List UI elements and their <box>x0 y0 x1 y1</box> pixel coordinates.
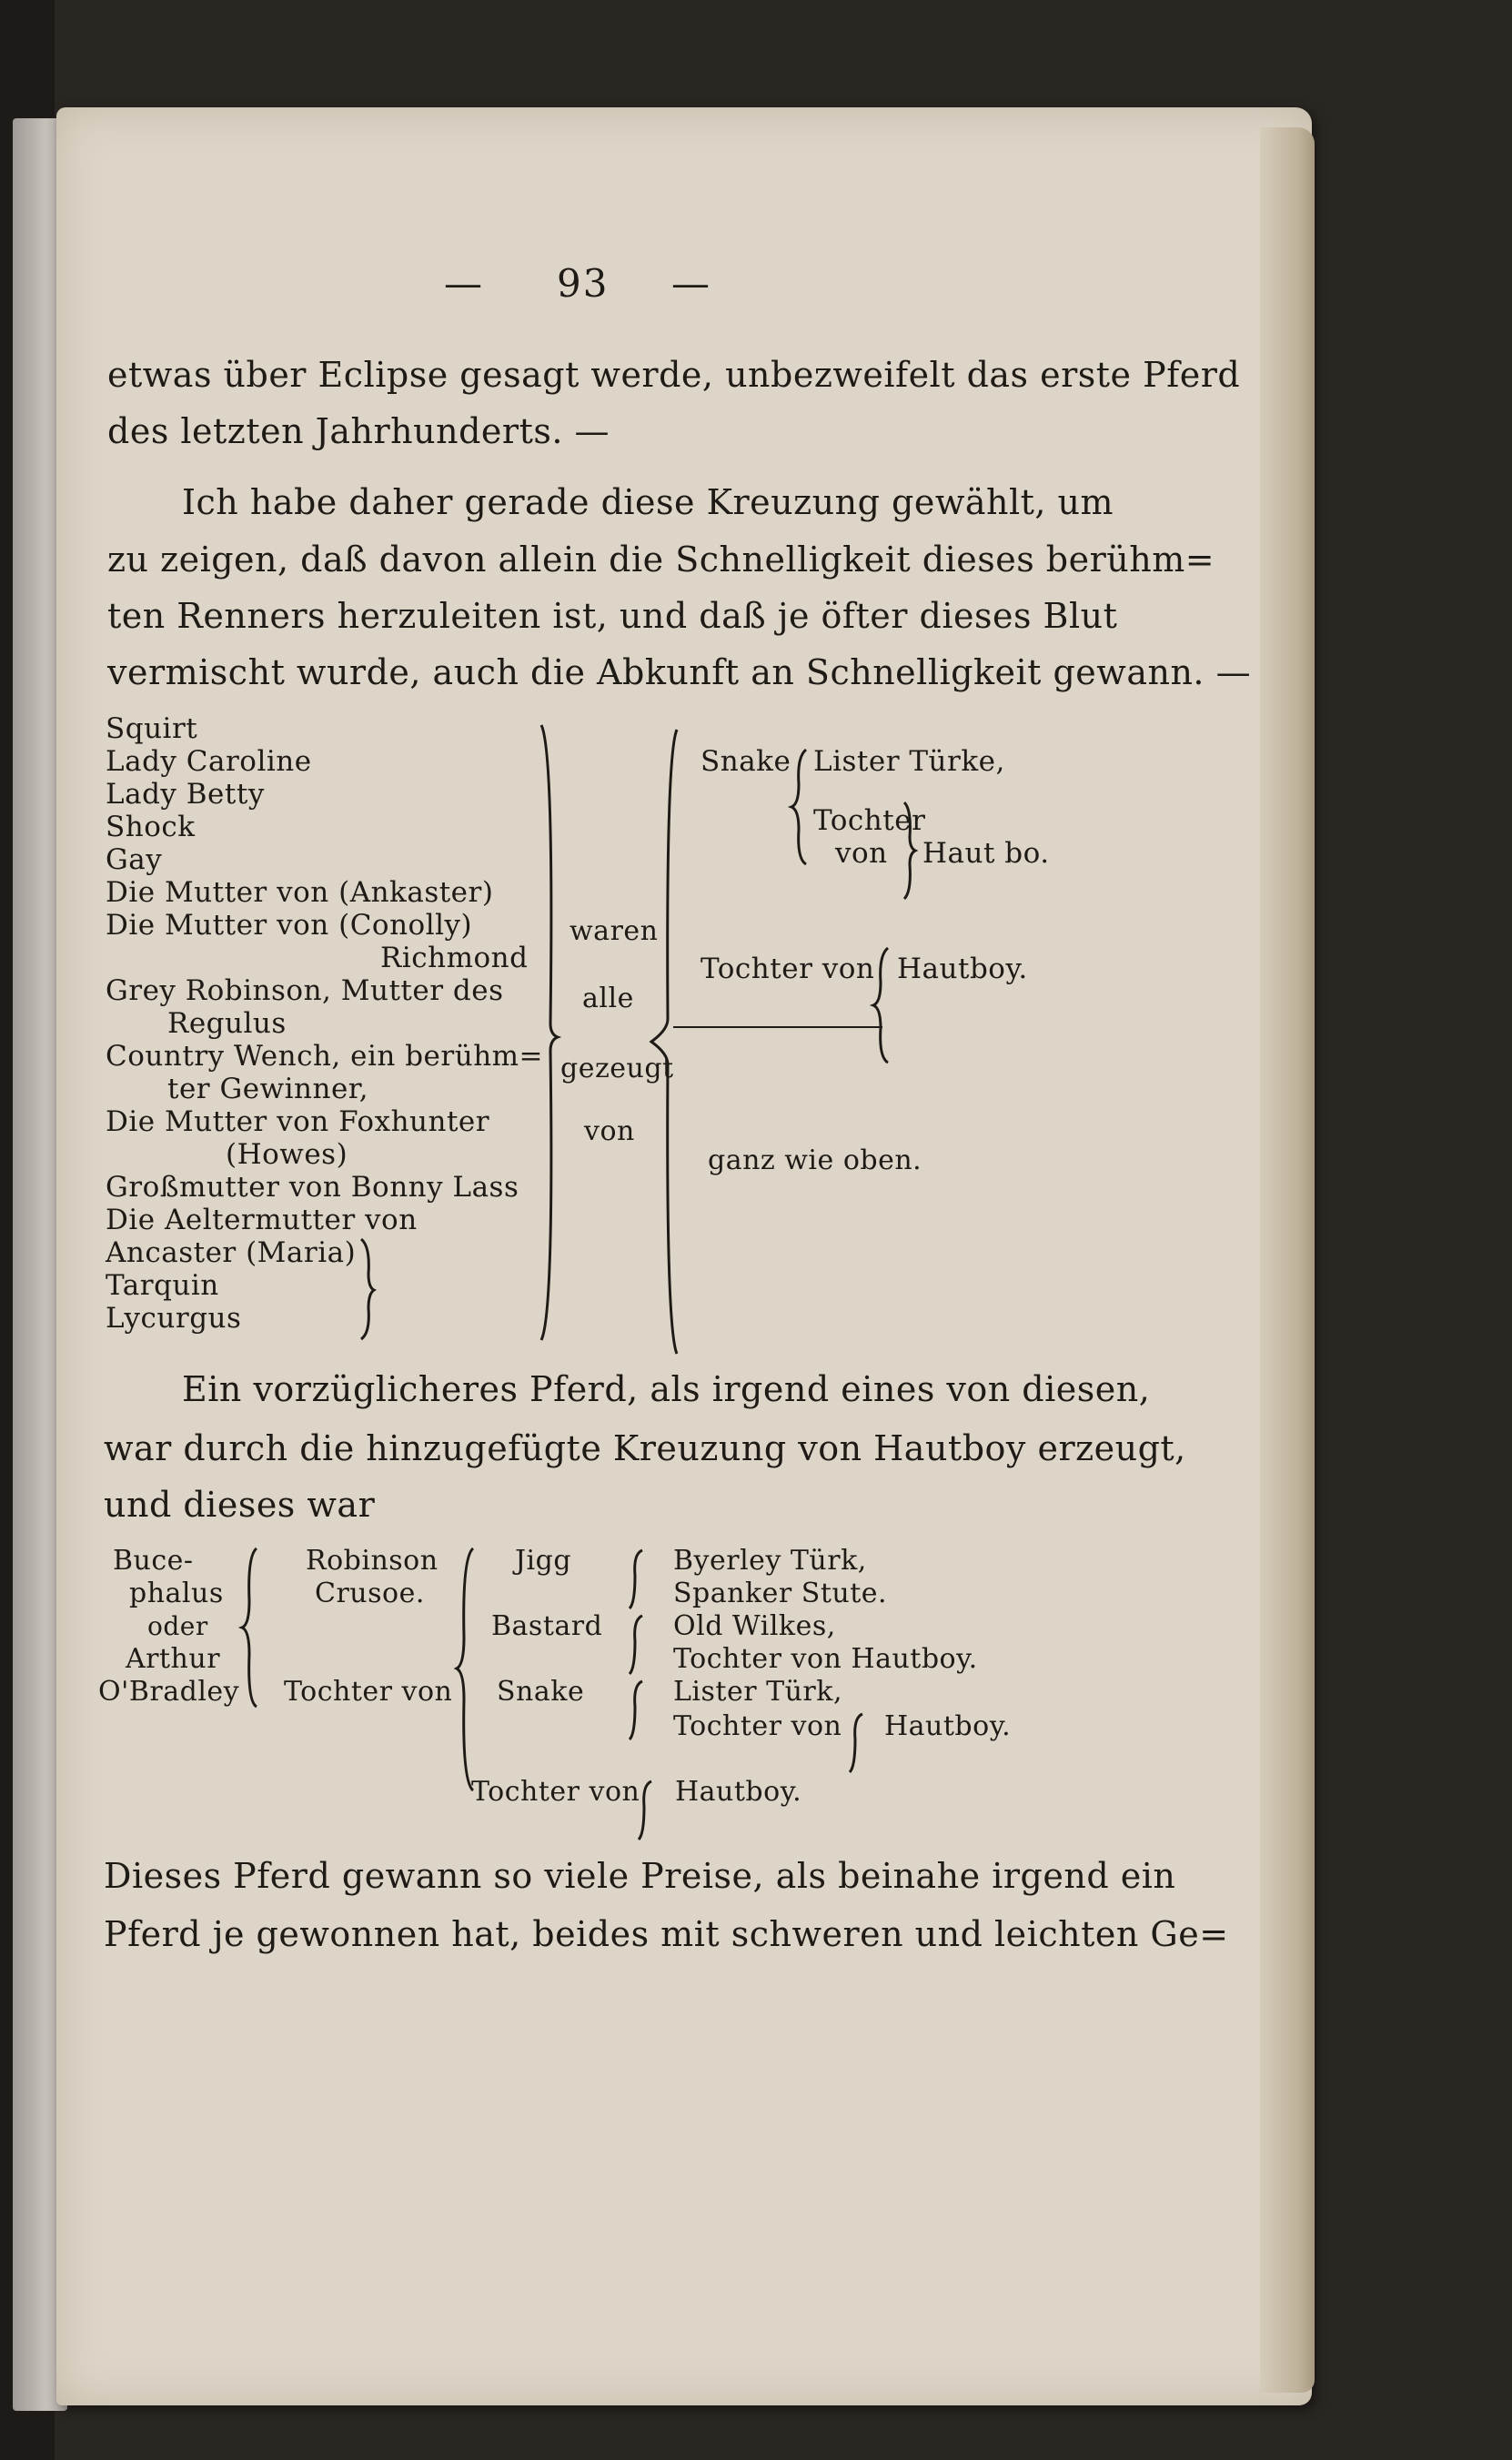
brace-snake <box>790 748 811 866</box>
horse-foxhunter-dam: Die Mutter von Foxhunter <box>106 1105 490 1138</box>
horse-lady-betty: Lady Betty <box>106 778 265 811</box>
horse-conolly-dam: Die Mutter von (Conolly) <box>106 909 473 942</box>
ganz-wie-oben: ganz wie oben. <box>708 1144 922 1176</box>
tochter-von-hautboy: Tochter von <box>701 953 875 985</box>
middle-gezeugt: gezeugt <box>560 1053 674 1084</box>
horse-country-wench-cont: ter Gewinner, <box>167 1073 369 1105</box>
horse-grey-robinson: Grey Robinson, Mutter des <box>106 974 504 1007</box>
brace-t2-jigg <box>628 1548 646 1610</box>
tochter-label: Tochter <box>813 804 926 837</box>
t2-name-2: phalus <box>129 1578 224 1609</box>
haut-bo: Haut bo. <box>922 837 1050 870</box>
middle-waren: waren <box>570 915 659 947</box>
brace-t2-2 <box>455 1547 477 1792</box>
hautboy: Hautboy. <box>897 953 1028 985</box>
t2-col2-tochter: Tochter von <box>284 1676 453 1708</box>
para4-line2: Pferd je gewonnen hat, beides mit schweren und leichten Ge= <box>104 1914 1229 1954</box>
para2-line3: ten Renners herzuleiten ist, und daß je öfter dieses Blut <box>107 596 1118 636</box>
t2-hautboy-1: Hautboy. <box>884 1710 1012 1742</box>
para3-line1: Ein vorzüglicheres Pferd, als irgend eines von diesen, <box>182 1369 1151 1409</box>
t2-name-5: O'Bradley <box>98 1676 240 1708</box>
horse-howes: (Howes) <box>226 1138 348 1171</box>
horse-lady-caroline: Lady Caroline <box>106 745 312 778</box>
para1-line1: etwas über Eclipse gesagt werde, unbezweifelt das erste Pferd <box>107 355 1241 395</box>
page-number: 93 <box>557 261 610 306</box>
t2-name-4: Arthur <box>126 1643 221 1675</box>
horse-regulus: Regulus <box>167 1007 287 1040</box>
brace-haut-bo <box>901 801 919 901</box>
brace-t2-tochter <box>637 1779 655 1841</box>
t2-tochter-von-2: Tochter von <box>673 1710 842 1742</box>
horse-aeltermutter: Die Aeltermutter von <box>106 1204 418 1236</box>
t2-old-wilkes: Old Wilkes, <box>673 1610 836 1642</box>
brace-hautboy <box>872 946 893 1064</box>
sire-snake: Snake <box>701 745 791 778</box>
horse-gay: Gay <box>106 843 163 876</box>
t2-spanker: Spanker Stute. <box>673 1578 888 1609</box>
horse-ankaster-dam: Die Mutter von (Ankaster) <box>106 876 494 909</box>
para2-line4: vermischt wurde, auch die Abkunft an Schnelligkeit gewann. — <box>107 652 1252 692</box>
t2-hautboy-2: Hautboy. <box>675 1776 802 1808</box>
horse-ancaster-maria: Ancaster (Maria) <box>106 1236 357 1269</box>
brace-large-1 <box>523 723 559 1342</box>
t2-bastard: Bastard <box>491 1610 603 1642</box>
t2-name-1: Buce- <box>113 1545 194 1577</box>
t2-col2-robinson: Robinson <box>306 1545 438 1577</box>
brace-large-2 <box>648 728 684 1356</box>
t2-lister-tuerk: Lister Türk, <box>673 1676 842 1708</box>
horse-tarquin: Tarquin <box>106 1269 219 1302</box>
para1-line2: des letzten Jahrhunderts. — <box>107 411 610 451</box>
horse-country-wench: Country Wench, ein berühm= <box>106 1040 544 1073</box>
t2-tochter-von: Tochter von <box>471 1776 640 1808</box>
horse-lycurgus: Lycurgus <box>106 1302 242 1335</box>
lister-tuerke: Lister Türke, <box>813 745 1005 778</box>
t2-snake: Snake <box>497 1676 585 1708</box>
para4-line1: Dieses Pferd gewann so viele Preise, als beinahe irgend ein <box>104 1856 1176 1896</box>
middle-von: von <box>584 1115 635 1147</box>
brace-t2-snake <box>628 1679 646 1741</box>
page-dash-right: — <box>671 261 711 306</box>
horse-squirt: Squirt <box>106 712 198 745</box>
para2-line1: Ich habe daher gerade diese Kreuzung gewählt, um <box>182 482 1114 522</box>
horse-shock: Shock <box>106 811 196 843</box>
brace-small <box>359 1237 378 1342</box>
t2-name-3: oder <box>147 1611 208 1641</box>
t2-tochter-hautboy: Tochter von Hautboy. <box>673 1643 978 1675</box>
para3-line2: war durch die hinzugefügte Kreuzung von Hautboy erzeugt, <box>104 1428 1186 1468</box>
para3-line3: und dieses war <box>104 1485 376 1525</box>
page-dash-left: — <box>444 261 484 306</box>
brace-t2-inner <box>848 1712 866 1774</box>
para2-line2: zu zeigen, daß davon allein die Schnelligkeit dieses berühm= <box>107 539 1215 580</box>
horse-bonny-lass-grandam: Großmutter von Bonny Lass <box>106 1171 519 1204</box>
brace-t2-1 <box>240 1547 260 1709</box>
brace-t2-bastard <box>628 1614 646 1676</box>
t2-col2-crusoe: Crusoe. <box>315 1578 425 1609</box>
t2-jigg: Jigg <box>515 1545 572 1577</box>
page-edge <box>1260 127 1315 2393</box>
divider-line <box>673 1026 882 1028</box>
middle-alle: alle <box>582 983 634 1014</box>
horse-richmond: Richmond <box>380 942 529 974</box>
t2-byerley: Byerley Türk, <box>673 1545 867 1577</box>
von-label: von <box>835 837 888 870</box>
